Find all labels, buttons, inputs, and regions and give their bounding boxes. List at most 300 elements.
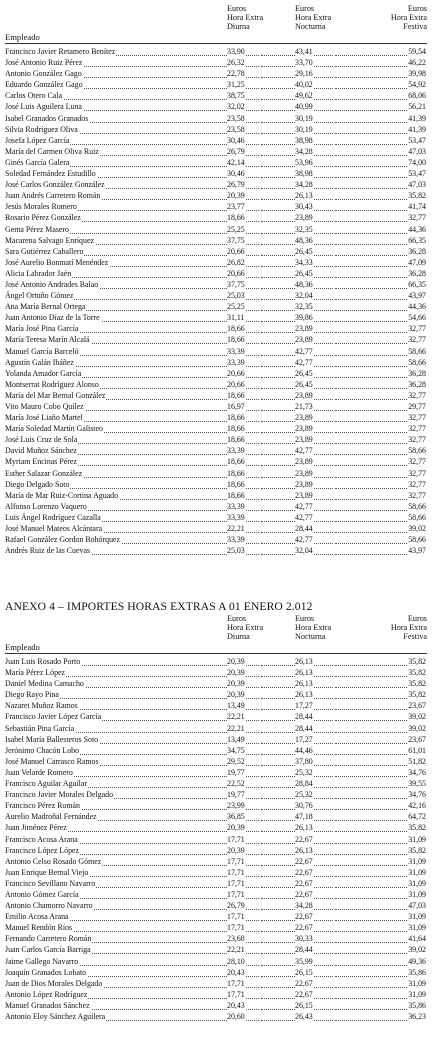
- table-row: [5, 268, 427, 279]
- employee-name: Diego Rayo Pina: [5, 690, 59, 700]
- leader-dots: [335, 822, 413, 832]
- rate-diurna: 33,39: [227, 446, 245, 456]
- rate-nocturna: 23,89: [295, 324, 313, 334]
- rate-diurna: 25,25: [227, 302, 245, 312]
- rate-diurna: 33,39: [227, 346, 245, 356]
- rate-diurna: 37,75: [227, 279, 245, 289]
- table-row: [5, 235, 427, 246]
- rate-festiva: 59,54: [408, 47, 426, 56]
- employee-name: Isabel María Ballesteros Soto: [5, 734, 99, 744]
- rate-festiva: 36,28: [408, 368, 426, 378]
- employee-name: Juan Velarde Romero: [5, 767, 73, 777]
- rate-festiva: 31,09: [408, 912, 426, 922]
- leader-dots: [335, 1011, 413, 1021]
- table-row: [5, 878, 427, 889]
- rate-nocturna: 30,19: [295, 113, 313, 123]
- table-row: [5, 501, 427, 512]
- table-row: [5, 789, 427, 800]
- rate-diurna: 18,66: [227, 324, 245, 334]
- rate-nocturna: 26,13: [295, 823, 313, 833]
- table-row: [5, 346, 427, 357]
- table-row: [5, 246, 427, 257]
- rate-diurna: 20,39: [227, 668, 245, 678]
- employee-name: José Luis Aguilera Luna: [5, 102, 82, 112]
- employee-name: Diego Delgado Soto: [5, 479, 70, 489]
- table-row: [5, 967, 427, 978]
- employee-name: Macarena Salvago Enríquez: [5, 235, 94, 245]
- leader-dots: [335, 889, 413, 899]
- rate-nocturna: 33,70: [295, 58, 313, 68]
- rate-diurna: 23,99: [227, 801, 245, 811]
- leader-dots: [335, 756, 413, 766]
- table-row: [5, 767, 427, 778]
- rate-nocturna: 22,67: [295, 923, 313, 933]
- employee-name: Francisco López López: [5, 845, 80, 855]
- table-row: [5, 201, 427, 212]
- rate-nocturna: 34,28: [295, 146, 313, 156]
- leader-dots: [335, 534, 413, 544]
- rate-diurna: 23,68: [227, 934, 245, 944]
- rate-festiva: 32,77: [408, 468, 426, 478]
- rate-festiva: 47,03: [408, 146, 426, 156]
- rate-festiva: 23,67: [408, 734, 426, 744]
- leader-dots: [335, 834, 413, 844]
- rate-festiva: 66,35: [408, 279, 426, 289]
- rate-festiva: 31,09: [408, 878, 426, 888]
- rate-nocturna: 43,41: [295, 47, 313, 56]
- leader-dots: [335, 412, 413, 422]
- table-row: [5, 778, 427, 789]
- rate-festiva: 39,55: [408, 779, 426, 789]
- rate-nocturna: 32,35: [295, 224, 313, 234]
- employee-name: Daniel Medina Camacho: [5, 679, 84, 689]
- employee-name: María Teresa Marín Alcalá: [5, 335, 90, 345]
- table-row: [5, 689, 427, 700]
- employee-name: Eduardo González Gago: [5, 80, 83, 90]
- employee-name: Juan de Dios Morales Delgado: [5, 978, 103, 988]
- employee-name: Soledad Fernández Estudillo: [5, 169, 96, 179]
- table-row: [5, 989, 427, 1000]
- table-row: [5, 312, 427, 323]
- rate-diurna: 17,71: [227, 834, 245, 844]
- employee-name: Juan Jiménez Pérez: [5, 823, 67, 833]
- rate-diurna: 20,66: [227, 246, 245, 256]
- table-body: [5, 656, 427, 1022]
- rate-nocturna: 22,67: [295, 989, 313, 999]
- rate-festiva: 32,77: [408, 413, 426, 423]
- header-nocturna: Euros Hora Extra Nocturna: [295, 4, 332, 32]
- leader-dots: [335, 212, 413, 222]
- leader-dots: [335, 922, 413, 932]
- rate-festiva: 32,77: [408, 457, 426, 467]
- rate-diurna: 26,79: [227, 180, 245, 190]
- rate-nocturna: 22,67: [295, 978, 313, 988]
- employee-name: Jerónimo Chacón Lobo: [5, 745, 80, 755]
- leader-dots: [335, 434, 413, 444]
- employee-name: Juan Andrés Carretero Román: [5, 191, 101, 201]
- leader-dots: [335, 124, 413, 134]
- rate-nocturna: 17,27: [295, 734, 313, 744]
- leader-dots: [335, 401, 413, 411]
- employee-name: Silvia Rodríguez Oliva: [5, 124, 78, 134]
- rate-festiva: 58,66: [408, 346, 426, 356]
- leader-dots: [335, 201, 413, 211]
- rate-nocturna: 23,89: [295, 479, 313, 489]
- rate-festiva: 31,09: [408, 856, 426, 866]
- rate-nocturna: 21,73: [295, 402, 313, 411]
- leader-dots: [335, 379, 413, 389]
- rate-diurna: 20,66: [227, 368, 245, 378]
- table-row: [5, 401, 427, 412]
- rate-festiva: 32,77: [408, 479, 426, 489]
- leader-dots: [335, 689, 413, 699]
- leader-dots: [335, 68, 413, 78]
- employee-name: Francisco Javier López García: [5, 712, 102, 722]
- employee-name: Juan Luis Rosado Porto: [5, 657, 81, 666]
- rate-diurna: 28,10: [227, 956, 245, 966]
- rate-diurna: 23,58: [227, 113, 245, 123]
- table-row: [5, 745, 427, 756]
- rate-nocturna: 26,45: [295, 246, 313, 256]
- employee-name: Ginés García Galera: [5, 157, 70, 167]
- rate-nocturna: 23,89: [295, 213, 313, 223]
- table-row: [5, 523, 427, 534]
- employee-name: María de Mar Ruiz-Cortina Aguado: [5, 490, 119, 500]
- leader-dots: [335, 146, 413, 156]
- rate-festiva: 66,35: [408, 235, 426, 245]
- table-row: [5, 157, 427, 168]
- rate-festiva: 49,36: [408, 956, 426, 966]
- rate-festiva: 29,77: [408, 402, 426, 411]
- rate-festiva: 31,09: [408, 889, 426, 899]
- table-row: [5, 423, 427, 434]
- rate-nocturna: 26,13: [295, 657, 313, 666]
- rate-diurna: 30,46: [227, 169, 245, 179]
- employee-name: Manuel García Barceló: [5, 346, 79, 356]
- rate-nocturna: 48,36: [295, 279, 313, 289]
- table-row: [5, 911, 427, 922]
- rate-nocturna: 25,32: [295, 767, 313, 777]
- rate-festiva: 53,47: [408, 135, 426, 145]
- table-row: [5, 534, 427, 545]
- employee-name: Francisco Pérez Román: [5, 801, 80, 811]
- leader-dots: [335, 911, 413, 921]
- rate-diurna: 18,66: [227, 435, 245, 445]
- rate-festiva: 39,98: [408, 69, 426, 79]
- rate-festiva: 58,66: [408, 357, 426, 367]
- rate-nocturna: 26,43: [295, 1012, 313, 1021]
- employee-name: Montserrat Rodríguez Alonso: [5, 379, 99, 389]
- leader-dots: [335, 312, 413, 322]
- table-row: [5, 845, 427, 856]
- employee-name: David Muñoz Sánchez: [5, 446, 77, 456]
- employee-name: Nazaret Muñoz Ramos: [5, 701, 78, 711]
- employee-name: Francisco Acosa Arana: [5, 834, 78, 844]
- rate-nocturna: 42,77: [295, 512, 313, 522]
- rate-nocturna: 22,67: [295, 912, 313, 922]
- header-festiva: Euros Hora Extra Festiva: [390, 614, 427, 642]
- leader-dots: [335, 90, 413, 100]
- table-row: [5, 856, 427, 867]
- leader-dots: [335, 800, 413, 810]
- rate-diurna: 17,71: [227, 867, 245, 877]
- rate-festiva: 44,36: [408, 224, 426, 234]
- rate-nocturna: 28,84: [295, 779, 313, 789]
- rate-festiva: 41,74: [408, 202, 426, 212]
- leader-dots: [335, 856, 413, 866]
- rate-nocturna: 28,44: [295, 712, 313, 722]
- table-row: [5, 889, 427, 900]
- rate-festiva: 31,09: [408, 834, 426, 844]
- leader-dots: [335, 445, 413, 455]
- table-row: [5, 146, 427, 157]
- rate-nocturna: 28,44: [295, 945, 313, 955]
- rate-festiva: 35,86: [408, 967, 426, 977]
- employee-name: Joaquín Granados Lobato: [5, 967, 87, 977]
- rate-diurna: 17,71: [227, 856, 245, 866]
- rate-diurna: 18,66: [227, 390, 245, 400]
- leader-dots: [335, 168, 413, 178]
- leader-dots: [335, 845, 413, 855]
- employee-name: Aurelio Madroñal Fernández: [5, 812, 97, 822]
- employee-name: María del Mar Bernal González: [5, 390, 106, 400]
- employee-name: Jesús Morales Romero: [5, 202, 77, 212]
- leader-dots: [335, 135, 413, 145]
- table-row: [5, 190, 427, 201]
- employee-name: Sebastián Pina García: [5, 723, 75, 733]
- table-row: [5, 667, 427, 678]
- leader-dots: [335, 279, 413, 289]
- leader-dots: [335, 745, 413, 755]
- rate-nocturna: 23,89: [295, 413, 313, 423]
- leader-dots: [335, 523, 413, 533]
- rate-festiva: 32,77: [408, 435, 426, 445]
- rate-diurna: 22,21: [227, 945, 245, 955]
- leader-dots: [335, 46, 413, 56]
- rate-festiva: 32,77: [408, 213, 426, 223]
- table-row: [5, 179, 427, 190]
- rate-nocturna: 39,86: [295, 313, 313, 323]
- rate-diurna: 20,39: [227, 679, 245, 689]
- leader-dots: [335, 390, 413, 400]
- table-row: [5, 90, 427, 101]
- rate-diurna: 34,75: [227, 745, 245, 755]
- employee-name: Antonio Chamorro Navarro: [5, 901, 93, 911]
- leader-dots: [335, 944, 413, 954]
- rate-nocturna: 26,13: [295, 845, 313, 855]
- rate-diurna: 13,49: [227, 701, 245, 711]
- rate-nocturna: 26,13: [295, 191, 313, 201]
- rate-nocturna: 30,76: [295, 801, 313, 811]
- rate-diurna: 31,11: [227, 313, 245, 323]
- leader-dots: [335, 656, 413, 666]
- table-row: [5, 867, 427, 878]
- rate-diurna: 31,25: [227, 80, 245, 90]
- leader-dots: [335, 778, 413, 788]
- table-row: [5, 357, 427, 368]
- rate-diurna: 33,39: [227, 535, 245, 545]
- employee-name: María del Carmen Oliva Ruiz: [5, 146, 99, 156]
- rate-festiva: 36,28: [408, 246, 426, 256]
- table-row: [5, 412, 427, 423]
- rate-festiva: 54,92: [408, 80, 426, 90]
- rate-diurna: 17,71: [227, 978, 245, 988]
- employee-name: Fernando Carretero Román: [5, 934, 92, 944]
- table-row: [5, 445, 427, 456]
- leader-dots: [335, 956, 413, 966]
- rate-diurna: 16,97: [227, 402, 245, 411]
- rate-diurna: 32,02: [227, 102, 245, 112]
- employee-name: José Carlos González González: [5, 180, 105, 190]
- rate-festiva: 35,82: [408, 823, 426, 833]
- rate-festiva: 41,64: [408, 934, 426, 944]
- table-row: [5, 922, 427, 933]
- employee-name: Juan Carlos García Barriga: [5, 945, 91, 955]
- rate-nocturna: 26,13: [295, 668, 313, 678]
- employee-name: José Manuel Mateos Alcántara: [5, 524, 103, 534]
- rate-festiva: 43,97: [408, 546, 426, 556]
- employee-name: Rosario Pérez González: [5, 213, 81, 223]
- rate-nocturna: 26,45: [295, 368, 313, 378]
- employee-name: José Antonio Ruiz Pérez: [5, 58, 83, 68]
- employee-name: Rafael González Gordon Bohórquez: [5, 535, 121, 545]
- leader-dots: [335, 190, 413, 200]
- table-row: [5, 79, 427, 90]
- table-row: [5, 224, 427, 235]
- rate-diurna: 20,43: [227, 1000, 245, 1010]
- rate-diurna: 33,39: [227, 512, 245, 522]
- rate-festiva: 39,02: [408, 945, 426, 955]
- employee-name: Francisco Javier Retamero Benítez: [5, 47, 116, 56]
- leader-dots: [335, 989, 413, 999]
- table-row: [5, 678, 427, 689]
- rate-diurna: 38,75: [227, 91, 245, 101]
- rate-diurna: 19,77: [227, 790, 245, 800]
- leader-dots: [335, 678, 413, 688]
- rate-nocturna: 35,99: [295, 956, 313, 966]
- table-row: [5, 944, 427, 955]
- table-header: [5, 4, 427, 42]
- rate-diurna: 20,60: [227, 1012, 245, 1021]
- table-row: [5, 434, 427, 445]
- rate-diurna: 29,52: [227, 756, 245, 766]
- rate-festiva: 35,82: [408, 191, 426, 201]
- rate-diurna: 20,39: [227, 657, 245, 666]
- rate-diurna: 25,03: [227, 546, 245, 556]
- rate-festiva: 43,97: [408, 291, 426, 301]
- rate-nocturna: 26,45: [295, 379, 313, 389]
- employee-name: Gema Pérez Masero: [5, 224, 69, 234]
- rate-festiva: 56,21: [408, 102, 426, 112]
- rate-diurna: 22,21: [227, 723, 245, 733]
- rate-nocturna: 23,89: [295, 468, 313, 478]
- rate-nocturna: 26,13: [295, 690, 313, 700]
- leader-dots: [335, 235, 413, 245]
- rate-nocturna: 23,89: [295, 335, 313, 345]
- leader-dots: [335, 900, 413, 910]
- employee-name: Manuel Granados Sánchez: [5, 1000, 90, 1010]
- leader-dots: [335, 501, 413, 511]
- rate-festiva: 39,02: [408, 723, 426, 733]
- employee-name: Francisco Aguilar Aguilar: [5, 779, 87, 789]
- rate-nocturna: 23,89: [295, 457, 313, 467]
- table-row: [5, 301, 427, 312]
- rate-festiva: 54,66: [408, 313, 426, 323]
- employee-name: Alfonso Lorenzo Vaquero: [5, 501, 87, 511]
- rate-festiva: 31,09: [408, 978, 426, 988]
- rate-diurna: 20,39: [227, 845, 245, 855]
- rate-nocturna: 17,27: [295, 701, 313, 711]
- table-row: [5, 113, 427, 124]
- rate-festiva: 47,03: [408, 901, 426, 911]
- rate-nocturna: 37,80: [295, 756, 313, 766]
- rate-festiva: 42,16: [408, 801, 426, 811]
- rate-festiva: 36,23: [408, 1012, 426, 1021]
- table-row: [5, 257, 427, 268]
- table-row: [5, 390, 427, 401]
- table-row: [5, 723, 427, 734]
- employee-name: José Luis Cruz de Sola: [5, 435, 78, 445]
- rate-festiva: 35,82: [408, 668, 426, 678]
- rate-nocturna: 26,15: [295, 967, 313, 977]
- rate-festiva: 46,22: [408, 58, 426, 68]
- rate-nocturna: 38,98: [295, 135, 313, 145]
- rate-nocturna: 29,16: [295, 69, 313, 79]
- rate-diurna: 17,71: [227, 989, 245, 999]
- leader-dots: [335, 767, 413, 777]
- header-diurna: Euros Hora Extra Diurna: [227, 4, 264, 32]
- table-row: [5, 456, 427, 467]
- rate-diurna: 22,21: [227, 524, 245, 534]
- employee-name: María Soledad Martín Galisteo: [5, 424, 103, 434]
- rate-festiva: 61,01: [408, 745, 426, 755]
- rate-nocturna: 38,98: [295, 169, 313, 179]
- leader-dots: [335, 423, 413, 433]
- rate-festiva: 58,66: [408, 535, 426, 545]
- rate-nocturna: 42,77: [295, 501, 313, 511]
- employee-name: Esther Salazar González: [5, 468, 83, 478]
- rate-festiva: 44,36: [408, 302, 426, 312]
- employee-name: Luis Ángel Rodríguez Cazalla: [5, 512, 101, 522]
- rate-nocturna: 26,45: [295, 268, 313, 278]
- rate-diurna: 17,71: [227, 889, 245, 899]
- rate-festiva: 68,06: [408, 91, 426, 101]
- rate-diurna: 33,90: [227, 47, 245, 56]
- table-row: [5, 368, 427, 379]
- rate-festiva: 31,09: [408, 867, 426, 877]
- leader-dots: [335, 268, 413, 278]
- rate-diurna: 23,77: [227, 202, 245, 212]
- rate-nocturna: 22,67: [295, 878, 313, 888]
- leader-dots: [335, 700, 413, 710]
- employee-name: Myriam Encinas Pérez: [5, 457, 77, 467]
- rate-festiva: 31,09: [408, 989, 426, 999]
- rate-festiva: 58,66: [408, 446, 426, 456]
- leader-dots: [335, 368, 413, 378]
- employee-name: Alicia Labrador Jaén: [5, 268, 72, 278]
- annex-4-table: [5, 614, 427, 1022]
- rate-festiva: 32,77: [408, 324, 426, 334]
- leader-dots: [335, 101, 413, 111]
- rate-nocturna: 32,04: [295, 546, 313, 556]
- leader-dots: [335, 113, 413, 123]
- rate-festiva: 23,67: [408, 701, 426, 711]
- table-row: [5, 933, 427, 944]
- table-row: [5, 900, 427, 911]
- rate-festiva: 47,03: [408, 180, 426, 190]
- hourly-rates-table-continued: [5, 4, 427, 556]
- rate-diurna: 19,77: [227, 767, 245, 777]
